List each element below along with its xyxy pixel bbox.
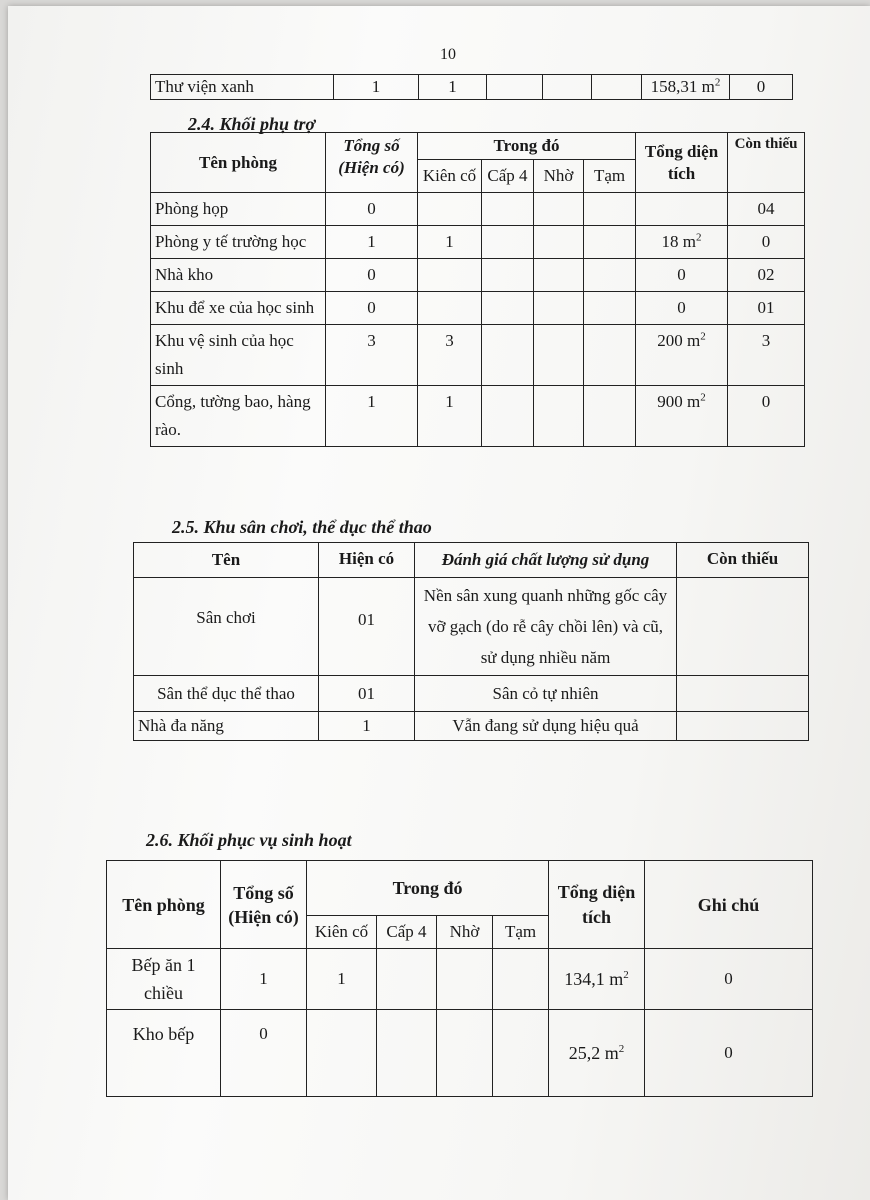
table-cell: 0 [636,292,728,325]
table-cell: Kiên cố [307,916,377,949]
table-cell: 1 [221,949,307,1010]
table-cell: 134,1 m [564,969,624,989]
table-cell: 0 [645,949,813,1010]
table-cell [549,1010,645,1097]
table-cell [534,386,584,447]
table-cell: 04 [728,193,805,226]
table-cell: 0 [645,1010,813,1097]
table-cell: Bếp ăn 1 chiều [107,949,221,1010]
table-cell: 0 [636,259,728,292]
table-cell [549,949,645,1010]
table-cell [677,676,809,712]
table-cell: 1 [419,75,487,100]
table-cell: Sân thể dục thể thao [134,676,319,712]
table-row [151,75,793,100]
table-cell [482,259,534,292]
table-cell: Phòng y tế trường học [151,226,326,259]
table-cell: 0 [221,1010,307,1097]
table-cell [534,259,584,292]
table-cell: Khu vệ sinh của học sinh [151,325,326,386]
table-cell: Trong đó [307,861,549,916]
table-row [151,292,805,325]
table-cell: Nhà kho [151,259,326,292]
table-cell [418,259,482,292]
table-row [134,712,809,741]
table-cell [437,949,493,1010]
table-cell [418,193,482,226]
table-row [151,259,805,292]
table-cell: 3 [418,325,482,386]
living-service-table [106,860,813,1097]
table-cell: Vẫn đang sử dụng hiệu quả [415,712,677,741]
table-cell: Sân cỏ tự nhiên [415,676,677,712]
table-cell: Hiện có [319,543,415,578]
table-cell: 1 [334,75,419,100]
table-cell: Tên phòng [107,861,221,949]
table-cell [482,386,534,447]
table-row [151,193,805,226]
unit-superscript: 2 [618,1043,625,1055]
table-cell: 3 [728,325,805,386]
section-heading-2-5: 2.5. Khu sân chơi, thể dục thể thao [172,517,432,537]
table-cell [584,325,636,386]
table-cell: Sân chơi [134,578,319,676]
table-cell: Tạm [584,160,636,193]
table-row [134,676,809,712]
unit-superscript: 2 [700,391,706,404]
table-cell: Kiên cố [418,160,482,193]
table-cell: Tổng diện tích [549,861,645,949]
table-cell: 0 [326,193,418,226]
table-cell: Còn thiếu [677,543,809,578]
table-cell [487,75,543,100]
table-cell [636,193,728,226]
library-row-table [150,74,793,100]
table-cell: Cấp 4 [377,916,437,949]
table-cell: 158,31 m [650,77,715,96]
table-cell: Thư viện xanh [151,75,334,100]
table-cell: Tổng số (Hiện có) [221,861,307,949]
table-cell [592,75,642,100]
table-cell: 900 m [657,392,701,411]
table-cell: 0 [326,292,418,325]
table-cell [534,325,584,386]
header-row [134,543,809,578]
table-cell: Ghi chú [645,861,813,949]
table-cell [534,292,584,325]
table-cell: 200 m [657,331,701,350]
table-cell [437,1010,493,1097]
unit-superscript: 2 [696,231,702,244]
table-cell [482,325,534,386]
table-cell [677,712,809,741]
table-cell: 1 [307,949,377,1010]
table-cell [584,386,636,447]
section-heading-2-6: 2.6. Khối phục vụ sinh hoạt [146,830,352,850]
table-cell: Khu để xe của học sinh [151,292,326,325]
table-cell: 3 [326,325,418,386]
table-cell [482,292,534,325]
table-cell: 18 m [661,232,697,251]
table-cell: 01 [319,676,415,712]
table-cell: Tạm [493,916,549,949]
table-cell: Tổng số (Hiện có) [326,133,418,193]
table-cell: 0 [728,386,805,447]
table-row [107,1010,813,1097]
table-cell: Cổng, tường bao, hàng rào. [151,386,326,447]
table-cell: 1 [319,712,415,741]
table-cell: Tổng diện tích [636,133,728,193]
table-cell [493,949,549,1010]
table-cell: 02 [728,259,805,292]
unit-superscript: 2 [700,330,706,343]
header-row [107,861,813,916]
table-cell: Kho bếp [107,1010,221,1097]
table-cell [636,226,728,259]
table-cell: 1 [418,386,482,447]
table-cell: Trong đó [418,133,636,160]
header-row [151,133,805,160]
table-cell [493,1010,549,1097]
unit-superscript: 2 [714,76,721,89]
table-cell: Tên phòng [151,133,326,193]
table-cell: Còn thiếu [728,133,805,193]
table-cell [418,292,482,325]
table-cell [584,292,636,325]
table-cell: 1 [418,226,482,259]
table-cell [636,325,728,386]
table-cell: 01 [319,578,415,676]
table-cell [482,226,534,259]
table-cell: Nhờ [437,916,493,949]
table-cell [677,578,809,676]
table-cell: Phòng họp [151,193,326,226]
table-cell: 1 [326,226,418,259]
page-number: 10 [440,46,456,63]
table-cell [377,949,437,1010]
table-row [151,226,805,259]
table-cell [642,75,730,100]
table-cell: 0 [326,259,418,292]
section-heading-2-4: 2.4. Khối phụ trợ [188,114,316,134]
table-cell: Cấp 4 [482,160,534,193]
table-cell: 0 [730,75,793,100]
table-cell: Tên [134,543,319,578]
table-cell [584,259,636,292]
table-cell: Nhà đa năng [134,712,319,741]
table-row [134,578,809,676]
unit-superscript: 2 [623,969,629,981]
table-cell: Nền sân xung quanh những gốc cây vỡ gạch (do rễ cây chồi lên) và cũ, sử dụng nhiều năm [415,578,677,676]
table-cell: 1 [326,386,418,447]
table-row [151,386,805,447]
table-cell [534,226,584,259]
table-cell: Nhờ [534,160,584,193]
table-cell [482,193,534,226]
table-cell [584,226,636,259]
table-cell [543,75,592,100]
table-cell: 25,2 m [568,1043,619,1063]
table-cell: 01 [728,292,805,325]
table-cell [307,1010,377,1097]
table-cell: 0 [728,226,805,259]
table-cell [377,1010,437,1097]
table-cell [584,193,636,226]
table-cell [636,386,728,447]
playground-table [133,542,809,741]
support-block-table [150,132,805,447]
table-cell [534,193,584,226]
table-cell: Đánh giá chất lượng sử dụng [415,543,677,578]
table-row [107,949,813,1010]
table-row [151,325,805,386]
